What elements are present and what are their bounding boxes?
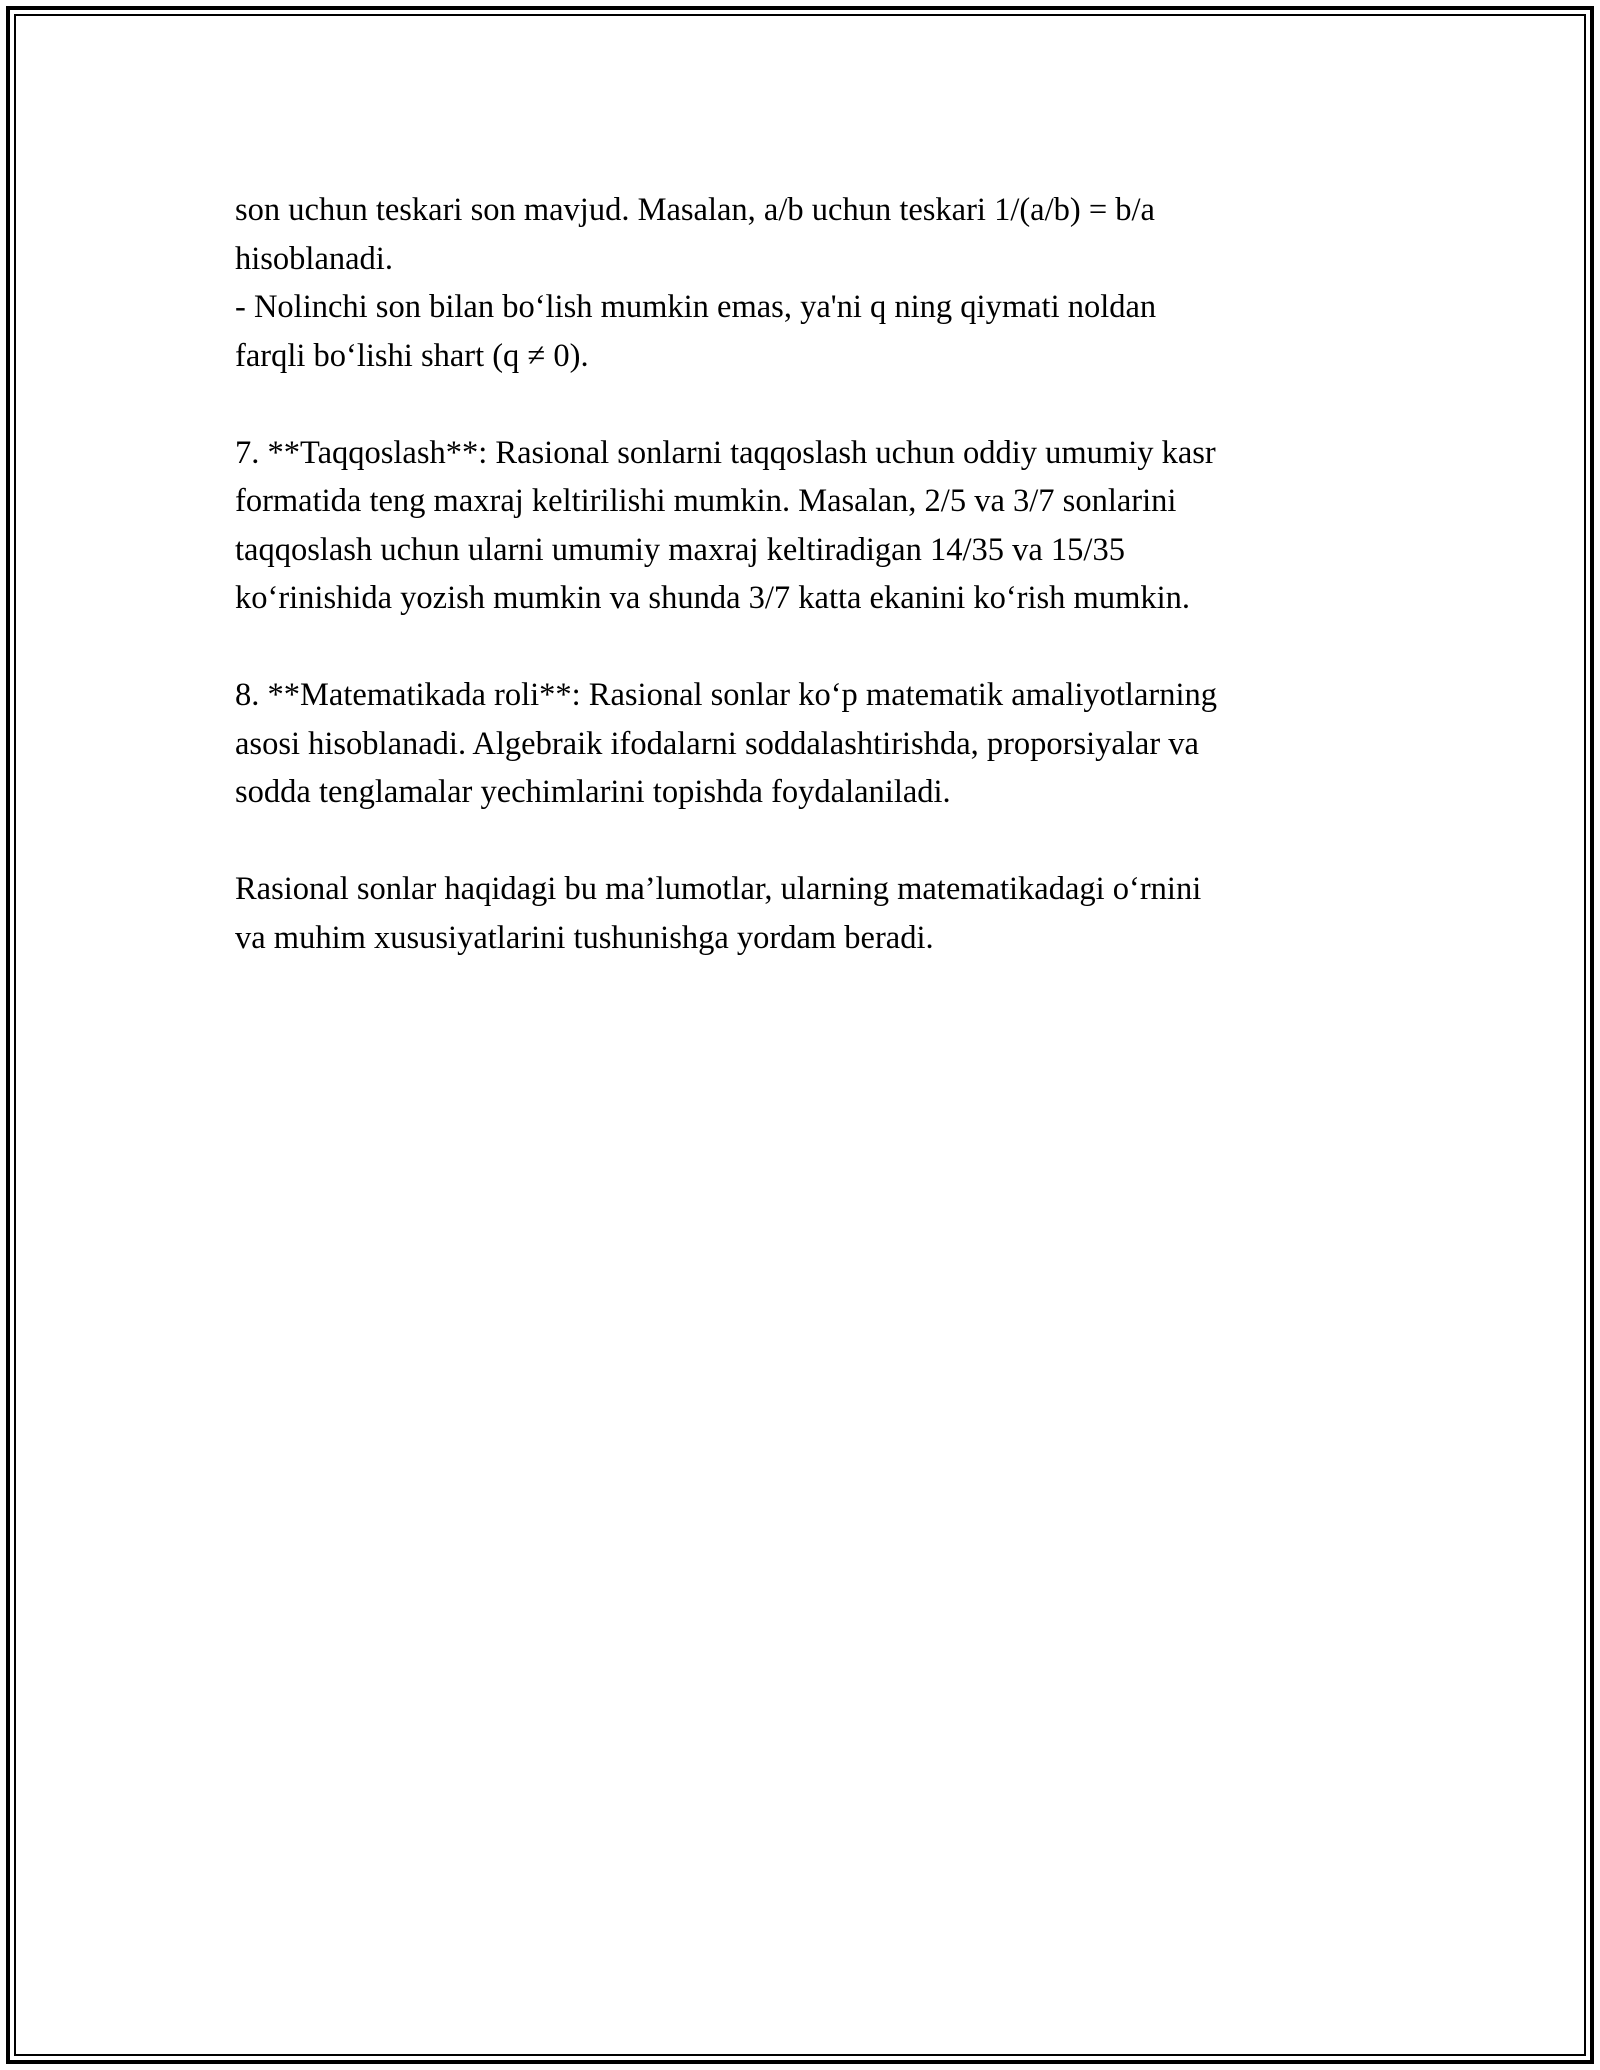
document-body: [235, 186, 1365, 1011]
paragraph-inverse-division: son uchun teskari son mavjud. Masalan, a/b uchun teskari 1/(a/b) = b/a hisoblanadi. - Nolinchi son bilan bo‘lish mumkin emas, ya'ni q ning qiymati noldan farqli bo‘lishi shart (q ≠ 0).: [235, 192, 1157, 374]
paragraph-conclusion: Rasional sonlar haqidagi bu ma’lumotlar, ularning matematikadagi o‘rnini va muhim xususiyatlarini tushunishga yordam beradi.: [235, 871, 1202, 956]
paragraph-comparison: 7. **Taqqoslash**: Rasional sonlarni taqqoslash uchun oddiy umumiy kasr formatida teng maxraj keltirilishi mumkin. Masalan, 2/5 va 3/7 sonlarini taqqoslash uchun ularni umumiy maxraj keltiradigan 14/35 va 15/35 ko‘rinishida yozish mumkin va shunda 3/7 katta ekanini ko‘rish mumkin.: [235, 434, 1216, 616]
paragraph-role-in-math: 8. **Matematikada roli**: Rasional sonlar ko‘p matematik amaliyotlarning asosi hisoblanadi. Algebraik ifodalarni soddalashtirishda, proporsiyalar va sodda tenglamalar yechimlarini topishda foydalaniladi.: [235, 677, 1217, 810]
